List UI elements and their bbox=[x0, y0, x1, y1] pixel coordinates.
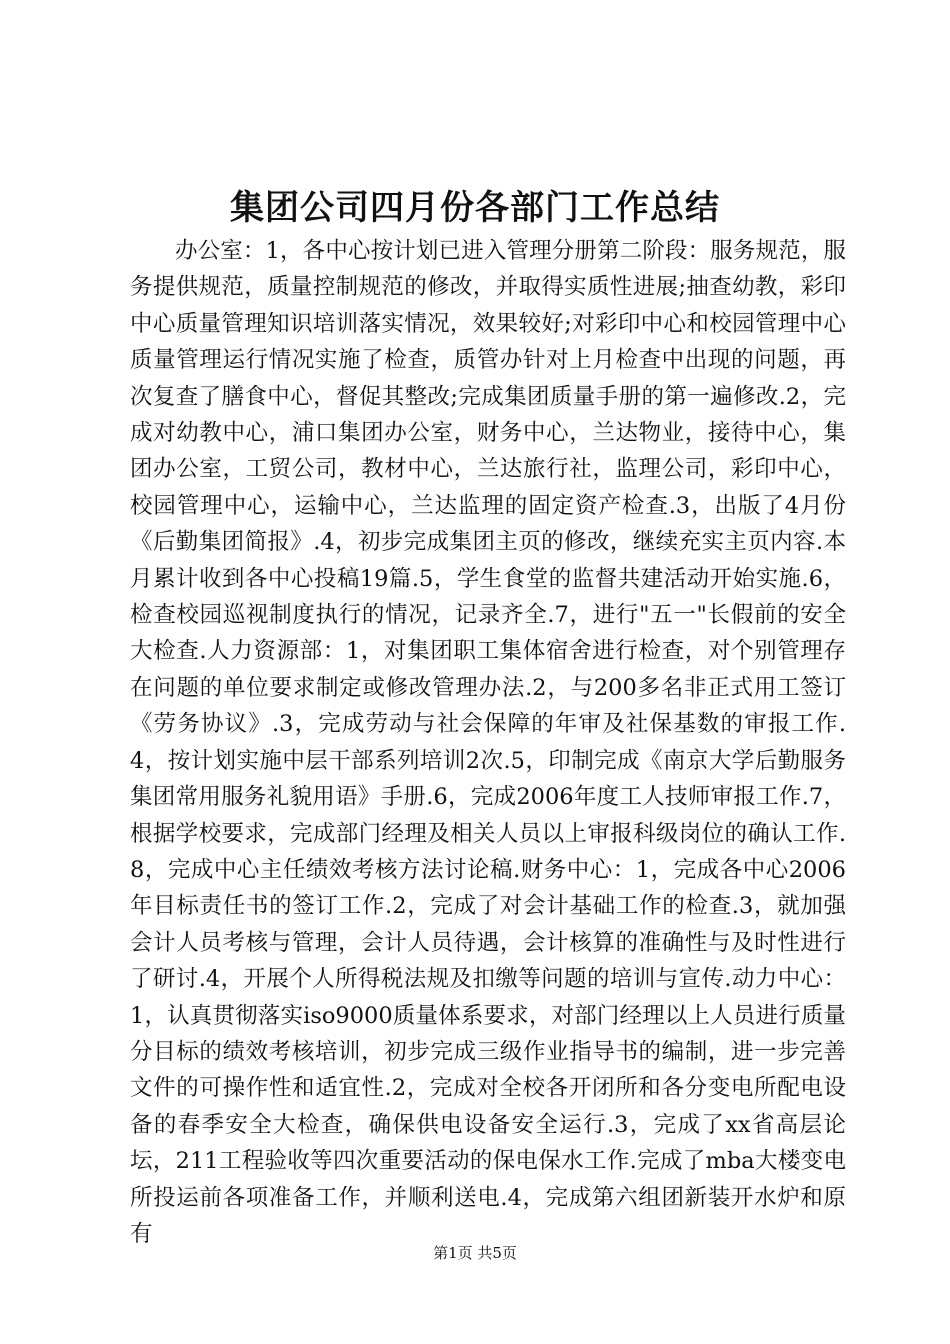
page-footer: 第1页 共5页 bbox=[433, 1244, 517, 1262]
document-title: 集团公司四月份各部门工作总结 bbox=[230, 188, 720, 228]
document-body: 办公室：1，各中心按计划已进入管理分册第二阶段：服务规范，服务提供规范，质量控制规范的修改，并取得实质性进展;抽查幼教，彩印中心质量管理知识培训落实情况，效果较好;对彩印中心和校园管理中心质量管理运行情况实施了检查，质管办针对上月检查中出现的问题，再次复查了膳食中心，督促其整改;完成集团质量手册的第一遍修改.2，完成对幼教中心，浦口集团办公室，财务中心，兰达物业，接待中心，集团办公室，工贸公司，教材中心，兰达旅行社，监理公司，彩印中心，校园管理中心，运输中心，兰达监理的固定资产检查.3，出版了4月份《后勤集团简报》.4，初步完成集团主页的修改，继续充实主页内容.本月累计收到各中心投稿19篇.5，学生食堂的监督共建活动开始实施.6，检查校园巡视制度执行的情况，记录齐全.7，进行"五一"长假前的安全大检查.人力资源部：1，对集团职工集体宿舍进行检查，对个别管理存在问题的单位要求制定或修改管理办法.2，与200多名非正式用工签订《劳务协议》.3，完成劳动与社会保障的年审及社保基数的审报工作.4，按计划实施中层干部系列培训2次.5，印制完成《南京大学后勤服务集团常用服务礼貌用语》手册.6，完成2006年度工人技师审报工作.7，根据学校要求，完成部门经理及相关人员以上审报科级岗位的确认工作.8，完成中心主任绩效考核方法讨论稿.财务中心：1，完成各中心2006年目标责任书的签订工作.2，完成了对会计基础工作的检查.3，就加强会计人员考核与管理，会计人员待遇，会计核算的准确性与及时性进行了研讨.4，开展个人所得税法规及扣缴等问题的培训与宣传.动力中心：1，认真贯彻落实iso9000质量体系要求，对部门经理以上人员进行质量分目标的绩效考核培训，初步完成三级作业指导书的编制，进一步完善文件的可操作性和适宜性.2，完成对全校各开闭所和各分变电所配电设备的春季安全大检查，确保供电设备安全运行.3，完成了xx省高层论坛，211工程验收等四次重要活动的保电保水工作.完成了mba大楼变电所投运前各项准备工作，并顺利送电.4，完成第六组团新装开水炉和原有 bbox=[130, 238, 846, 1247]
